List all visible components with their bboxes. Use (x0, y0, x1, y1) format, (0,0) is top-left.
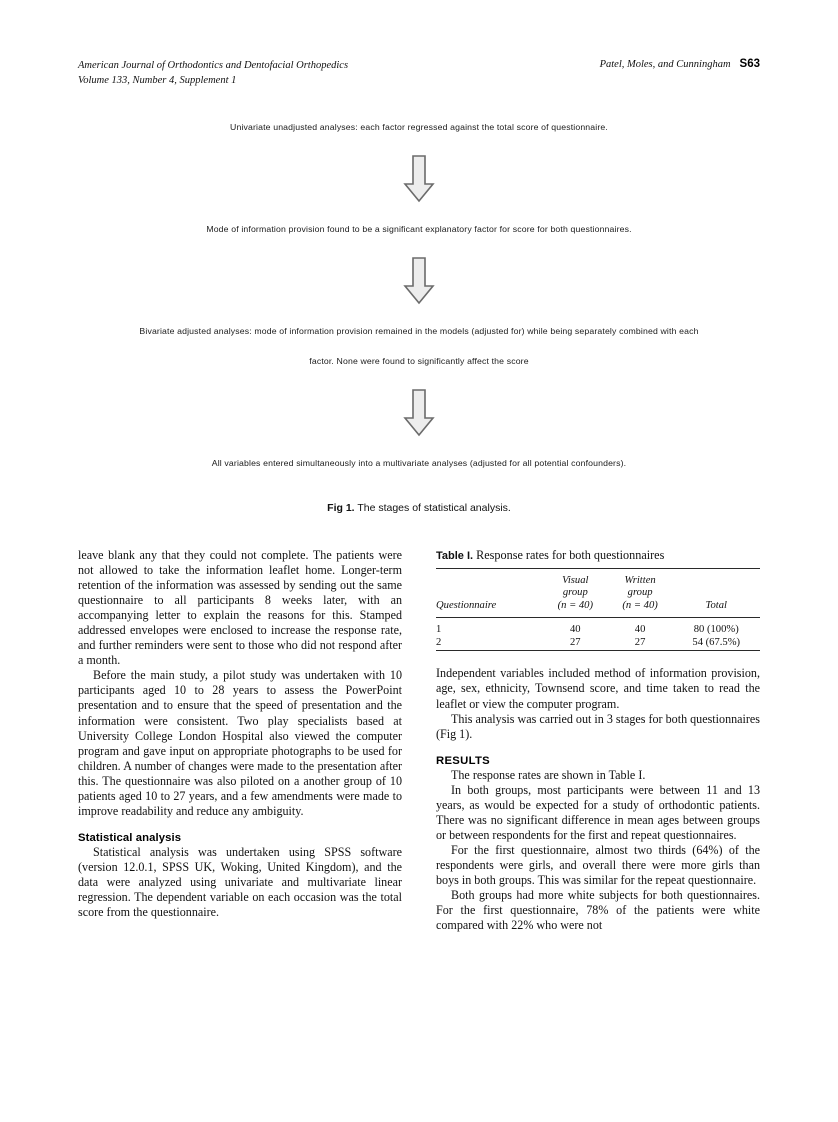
page-number: S63 (739, 58, 760, 70)
table-1 (436, 548, 760, 651)
header-line: Written (624, 575, 656, 586)
flow-step-1: Univariate unadjusted analyses: each factor regressed against the total score of questionnaire. (230, 122, 608, 132)
cell-written: 27 (608, 637, 673, 651)
body-columns (78, 548, 760, 1053)
paragraph: leave blank any that they could not complete. The patients were not allowed to take the information leaflet home. Longer-term retention of the information was assessed by sending out the same questionnaire to all participants 8 weeks later, with an accompanying letter to explain the reasons for this. Stamped addressed envelopes were enclosed to increase the response rate, and further reminders were sent to those who did not respond after a month. (78, 548, 402, 668)
header-line: Visual (562, 575, 589, 586)
flow-step-4: All variables entered simultaneously into a multivariate analyses (adjusted for all potential confounders). (211, 458, 627, 468)
cell-visual: 27 (543, 637, 608, 651)
table-header-row (436, 569, 760, 618)
journal-title: American Journal of Orthodontics and Dentofacial Orthopedics (78, 60, 349, 71)
running-head (78, 58, 760, 88)
paragraph: Both groups had more white subjects for both questionnaires. For the first questionnaire, 78% of the patients were white compared with 22% who were not (436, 888, 760, 933)
header-line: (n = 40) (557, 599, 593, 611)
paragraph: Before the main study, a pilot study was undertaken with 10 participants aged 10 to 28 years to assess the PowerPoint presentation and to ensure that the speed of presentation and the information were consistent. Two play specialists based at University College London Hospital also viewed the computer program and gave input on appropriate photographs to be used for children. A number of changes were made to the presentation after this. The questionnaire was also piloted on a another group of 10 patients aged 10 to 27 years, and a few amendments were made to improve readability and reduce any ambiguity. (78, 668, 402, 818)
table-row (436, 637, 760, 651)
author-names: Patel, Moles, and Cunningham (599, 59, 731, 70)
paragraph: Independent variables included method of information provision, age, sex, ethnicity, Townsend score, and time taken to read the leaflet or view the computer program. (436, 666, 760, 711)
cell-questionnaire: 1 (436, 623, 442, 635)
left-column (78, 548, 402, 1053)
cell-questionnaire: 2 (436, 637, 543, 651)
right-column (436, 548, 760, 1053)
down-arrow-icon (402, 256, 436, 306)
journal-volume: Volume 133, Number 4, Supplement 1 (78, 75, 237, 86)
cell-total: 54 (67.5%) (673, 637, 761, 651)
flow-step-3: Bivariate adjusted analyses: mode of information provision remained in the models (adjusted for) while being separately combined with each factor. None were found to significantly affect the score (139, 326, 699, 366)
paragraph: This analysis was carried out in 3 stages for both questionnaires (Fig 1). (436, 711, 760, 741)
cell-visual: 40 (570, 623, 581, 635)
figure-caption-text: The stages of statistical analysis. (357, 502, 511, 514)
heading-results: RESULTS (436, 754, 490, 767)
heading-statistical-analysis: Statistical analysis (78, 831, 182, 844)
header-line: (n = 40) (622, 599, 658, 611)
flow-step-2: Mode of information provision found to be a significant explanatory factor for score for both questionnaires. (206, 224, 632, 234)
cell-written: 40 (634, 623, 646, 635)
table-title (436, 548, 760, 563)
figure-1 (78, 112, 760, 514)
table-row (436, 623, 760, 637)
table-title-text: Response rates for both questionnaires (476, 548, 665, 562)
cell-total: 80 (100%) (693, 623, 739, 635)
header-line: group (562, 587, 588, 599)
table-body (436, 618, 760, 651)
table-label: Table I. (436, 550, 474, 562)
down-arrow-icon (402, 154, 436, 204)
table-head (436, 569, 760, 618)
journal-info (78, 58, 348, 88)
paragraph: Statistical analysis was undertaken using SPSS software (version 12.0.1, SPSS UK, Woking, United Kingdom), and the data were analyzed using univariate and multivariate linear regression. The dependent variable on each occasion was the total score from the questionnaire. (78, 844, 402, 920)
down-arrow-icon (402, 388, 436, 438)
header-line: group (627, 587, 653, 599)
paragraph: The response rates are shown in Table I. (451, 767, 646, 782)
column-header-questionnaire: Questionnaire (436, 569, 543, 618)
column-header-total: Total (673, 569, 761, 618)
column-header-written-group (608, 569, 673, 618)
column-header-visual-group (543, 569, 608, 618)
figure-caption (78, 502, 760, 514)
running-head-right (600, 58, 760, 70)
paragraph: For the first questionnaire, almost two thirds (64%) of the respondents were girls, and overall there were more girls than boys in both groups. This was similar for the repeat questionnaire. (436, 842, 760, 887)
paragraph: In both groups, most participants were between 11 and 13 years, as would be expected for a study of orthodontic patients. There was no significant difference in mean ages between groups or between respondents for the first and repeat questionnaires. (436, 782, 760, 842)
response-rates-table (436, 568, 760, 651)
figure-caption-label: Fig 1. (327, 502, 355, 514)
